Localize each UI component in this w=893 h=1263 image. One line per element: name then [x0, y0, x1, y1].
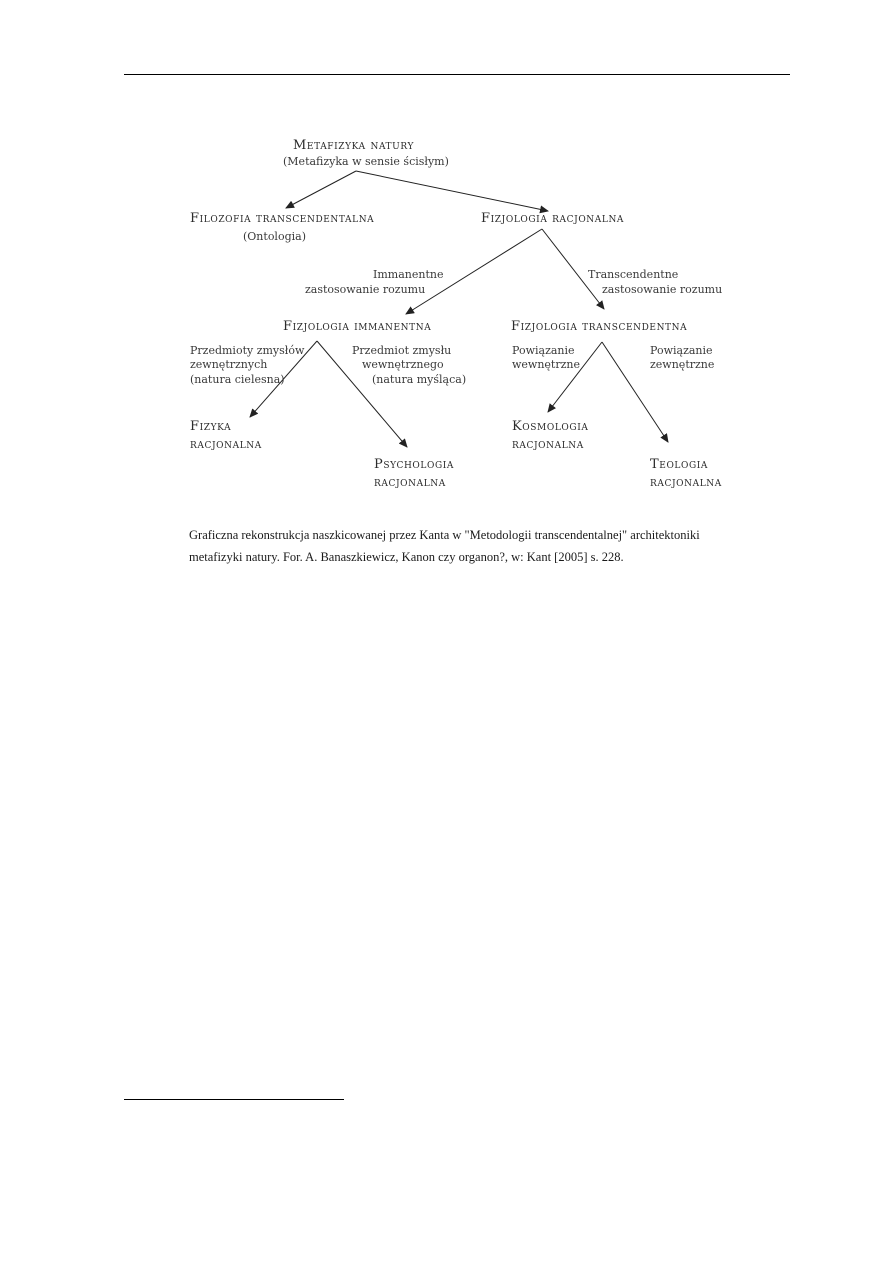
footnote-rule — [124, 1099, 344, 1100]
figure-caption — [189, 524, 749, 568]
node-fizyka: Fizyka — [190, 419, 232, 434]
label-natura-cielesna: (natura cielesna) — [190, 373, 285, 386]
label-wewnetrznego: wewnętrznego — [362, 358, 444, 371]
node-fizjologia-racjonalna: Fizjologia racjonalna — [481, 211, 625, 226]
label-transcendentne: Transcendentne — [588, 268, 679, 281]
node-teologia: Teologia — [650, 457, 709, 472]
label-powiazanie-wewnetrzne-1: Powiązanie — [512, 344, 575, 357]
label-powiazanie-wewnetrzne-2: wewnętrzne — [512, 358, 581, 371]
node-fizjologia-transcendentna: Fizjologia transcendentna — [511, 319, 688, 334]
node-metafizyka-subtitle: (Metafizyka w sensie ścisłym) — [283, 155, 449, 168]
node-teologia-racjonalna: racjonalna — [650, 475, 722, 490]
node-kosmologia-racjonalna: racjonalna — [512, 437, 584, 452]
node-fizyka-racjonalna: racjonalna — [190, 437, 262, 452]
label-transcendentne-zastosowanie: zastosowanie rozumu — [602, 283, 723, 296]
caption-line-1: Graficzna rekonstrukcja naszkicowanej przez Kanta w "Metodologii transcendentalnej" architektoniki — [189, 528, 700, 542]
label-przedmioty-zmyslow: Przedmioty zmysłów — [190, 344, 305, 357]
arrow-root-to-transcendental — [286, 171, 356, 208]
node-psychologia: Psychologia — [374, 457, 455, 472]
node-kosmologia: Kosmologia — [512, 419, 589, 434]
caption-line-2: metafizyki natury. For. A. Banaszkiewicz, Kanon czy organon?, w: Kant [2005] s. 228. — [189, 550, 624, 564]
node-psychologia-racjonalna: racjonalna — [374, 475, 446, 490]
label-immanentne: Immanentne — [373, 268, 444, 281]
label-przedmiot-zmyslu: Przedmiot zmysłu — [352, 344, 452, 357]
node-filozofia-transcendentalna: Filozofia transcendentalna — [190, 211, 375, 226]
label-immanentne-zastosowanie: zastosowanie rozumu — [305, 283, 426, 296]
arrow-root-to-rational-physiology — [356, 171, 548, 211]
arrow-transcendent-to-theology — [602, 342, 668, 442]
label-powiazanie-zewnetrzne-1: Powiązanie — [650, 344, 713, 357]
node-ontologia: (Ontologia) — [243, 230, 306, 243]
label-natura-myslaca: (natura myśląca) — [372, 373, 467, 386]
node-metafizyka-natury: Metafizyka natury — [293, 138, 414, 153]
diagram-arrows — [0, 0, 893, 600]
label-zewnetrznych: zewnętrznych — [190, 358, 268, 371]
label-powiazanie-zewnetrzne-2: zewnętrzne — [650, 358, 715, 371]
node-fizjologia-immanentna: Fizjologia immanentna — [283, 319, 432, 334]
